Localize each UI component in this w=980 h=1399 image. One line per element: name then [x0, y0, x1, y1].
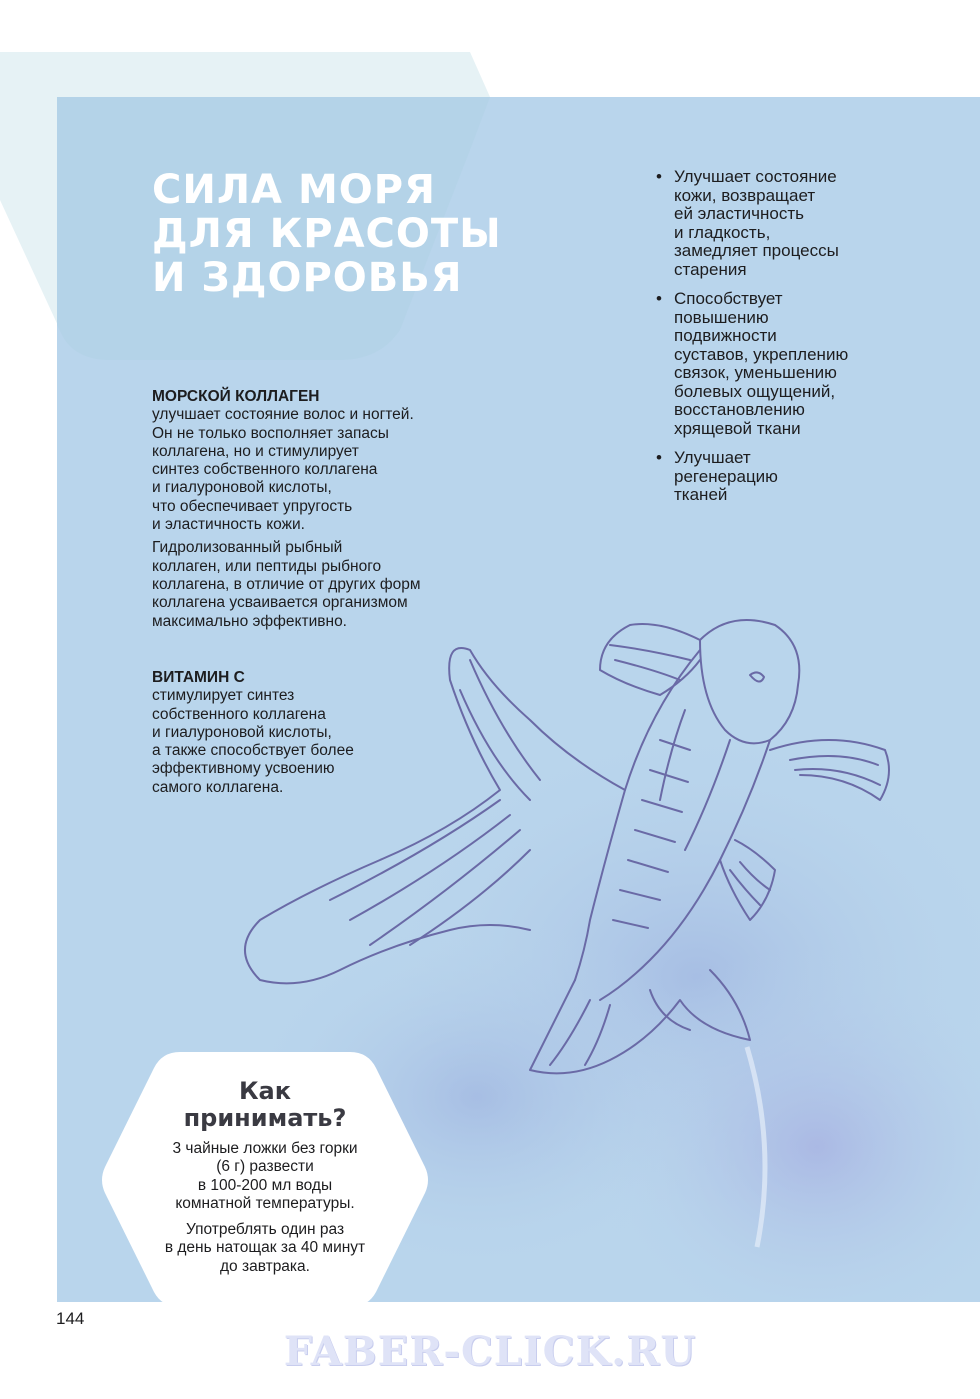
how-title-line: Как: [238, 1077, 292, 1105]
list-item-text: Улучшает состояние кожи, возвращает ей эластичность и гладкость, замедляет процессы старения: [674, 167, 839, 279]
list-item: [656, 449, 956, 505]
bullet-icon: •: [656, 167, 662, 186]
benefits-list: [656, 168, 956, 516]
collagen-paragraph: Гидролизованный рыбный коллаген, или пептиды рыбного коллагена, в отличие от других форм коллагена усваивается организмом максимально эффективно.: [152, 539, 421, 630]
bullet-icon: •: [656, 448, 662, 467]
title-line: ДЛЯ КРАСОТЫ: [152, 211, 502, 257]
collagen-section: [152, 388, 482, 636]
list-item-text: Улучшает регенерацию тканей: [674, 448, 778, 504]
list-item: [656, 290, 956, 438]
list-item: [656, 168, 956, 279]
bullet-icon: •: [656, 289, 662, 308]
how-to-take-content: [100, 1078, 430, 1276]
how-to-take-title: [100, 1078, 430, 1132]
how-to-take-card: [100, 1052, 430, 1307]
collagen-heading: МОРСКОЙ КОЛЛАГЕН: [152, 388, 320, 405]
collagen-paragraph: улучшает состояние волос и ногтей. Он не только восполняет запасы коллагена, но и стимулирует синтез собственного коллагена и гиалуроновой кислоты, что обеспечивает упругость и эластичность кожи.: [152, 406, 414, 534]
page-number: 144: [56, 1309, 85, 1328]
how-title-line: принимать?: [183, 1104, 347, 1132]
page-title: [152, 168, 572, 300]
dosage-text: 3 чайные ложки без горки (6 г) развести в 100-200 мл воды комнатной температуры.: [172, 1140, 358, 1212]
schedule-text: Употреблять один раз в день натощак за 40 минут до завтрака.: [164, 1221, 366, 1275]
title-line: И ЗДОРОВЬЯ: [152, 255, 463, 301]
vitamin-paragraph: стимулирует синтез собственного коллагена и гиалуроновой кислоты, а также способствует более эффективному усвоению самого коллагена.: [152, 687, 354, 796]
title-line: СИЛА МОРЯ: [152, 167, 436, 213]
vitamin-heading: ВИТАМИН С: [152, 669, 245, 686]
list-item-text: Способствует повышению подвижности суставов, укреплению связок, уменьшению болевых ощущений, восстановлению хрящевой ткани: [674, 289, 849, 438]
watermark: FABER-CLICK.RU: [283, 1328, 697, 1375]
goldfish-illustration-icon: [230, 600, 910, 1100]
